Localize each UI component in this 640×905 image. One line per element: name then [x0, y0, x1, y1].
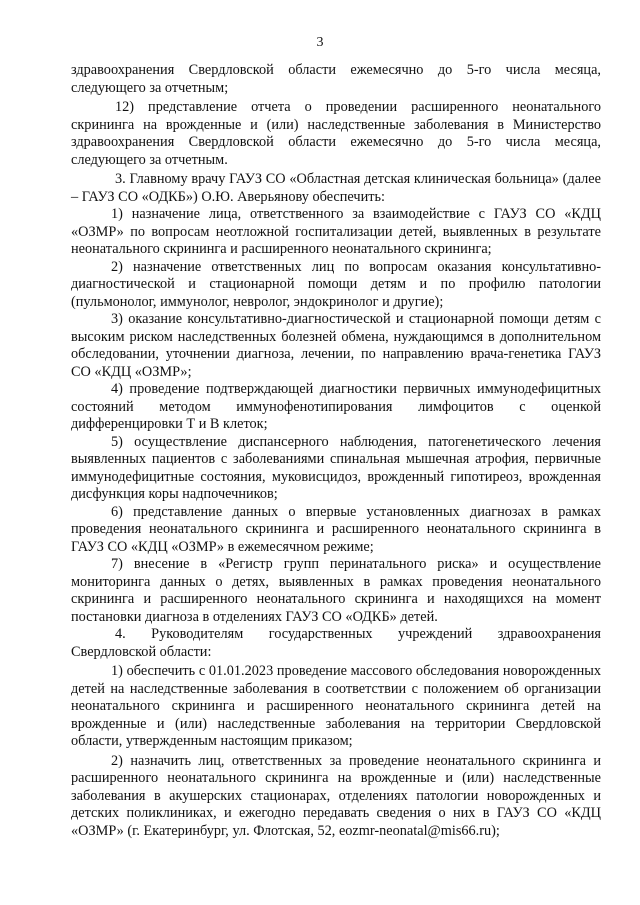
paragraph-3-item-1: 1) назначение лица, ответственного за взаимодействие с ГАУЗ СО «КДЦ «ОЗМР» по вопросам неотложной госпитализации детей, выявленных в результате неонатального скрининга и расширенного неонатального скрининга; [71, 206, 601, 257]
paragraph-4-item-2: 2) назначить лиц, ответственных за проведение неонатального скрининга и расширенного неонатального скрининга на врожденные и (или) наследственные заболевания в акушерских стационарах, отделениях патологии новорожденных и детских поликлиниках, и ежегодно передавать сведения о них в ГАУЗ СО «КДЦ «ОЗМР» (г. Екатеринбург, ул. Флотская, 52, eozmr-neonatal@mis66.ru); [71, 752, 601, 839]
paragraph-section-4: 4. Руководителям государственных учреждений здравоохранения Свердловской области: [71, 626, 601, 660]
paragraph-3-item-6: 6) представление данных о впервые установленных диагнозах в рамках проведения неонатального скрининга и расширенного неонатального скрининга в ГАУЗ СО «КДЦ «ОЗМР» в ежемесячном режиме; [71, 503, 601, 555]
paragraph-continuation: здравоохранения Свердловской области ежемесячно до 5-го числа месяца, следующего за отчетным; [71, 62, 601, 96]
paragraph-3-item-2: 2) назначение ответственных лиц по вопросам оказания консультативно-диагностической и стационарной помощи детям и по профилю патологии (пульмонолог, иммунолог, невролог, эндокринолог и другие); [71, 258, 601, 310]
paragraph-3-item-5: 5) осуществление диспансерного наблюдения, патогенетического лечения выявленных пациентов с заболеваниями спинальная мышечная атрофия, первичные иммунодефицитные состояния, муковисцидоз, врожденный гипотиреоз, врожденная дисфункция коры надпочечников; [71, 433, 601, 502]
paragraph-3-item-7: 7) внесение в «Регистр групп перинатального риска» и осуществление мониторинга данных о детях, выявленных в рамках проведения неонатального скрининга и расширенного неонатального скрининга и находящихся на момент постановки диагноза в отделениях ГАУЗ СО «ОДКБ» детей. [71, 556, 601, 625]
paragraph-3-item-3: 3) оказание консультативно-диагностической и стационарной помощи детям с высоким риском наследственных болезней обмена, нуждающимся в дополнительном обследовании, уточнении диагноза, лечении, по направлению врача-генетика ГАУЗ СО «КДЦ «ОЗМР»; [71, 311, 601, 380]
page-number: 3 [316, 35, 324, 50]
paragraph-item-12: 12) представление отчета о проведении расширенного неонатального скрининга на врожденные и (или) наследственные заболевания в Министерство здравоохранения Свердловской области ежемесячно до 5-го числа месяца, следующего за отчетным. [71, 99, 601, 168]
paragraph-section-3: 3. Главному врачу ГАУЗ СО «Областная детская клиническая больница» (далее – ГАУЗ СО «ОДКБ») О.Ю. Аверьянову обеспечить: [71, 171, 601, 205]
paragraph-4-item-1: 1) обеспечить с 01.01.2023 проведение массового обследования новорожденных детей на наследственные заболевания в соответствии с положением об организации неонатального скрининга и расширенного неонатального скрининга детей на врожденные и (или) наследственные заболевания на территории Свердловской области, утвержденным настоящим приказом; [71, 663, 601, 749]
document-body [71, 62, 601, 840]
paragraph-3-item-4: 4) проведение подтверждающей диагностики первичных иммунодефицитных состояний методом иммунофенотипирования лимфоцитов с оценкой дифференцировки Т и В клеток; [71, 381, 601, 432]
